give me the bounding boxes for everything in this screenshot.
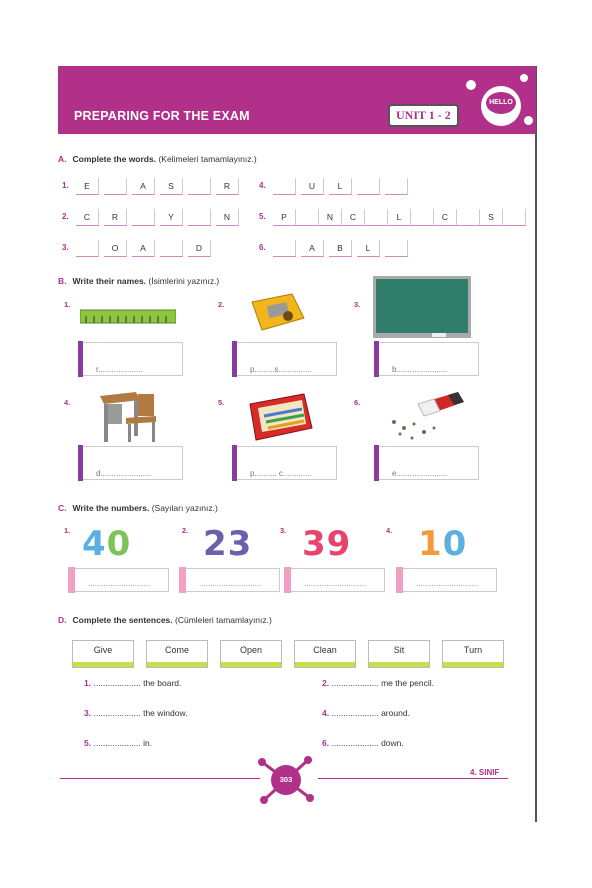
letter-box[interactable]: N — [216, 209, 239, 226]
letter-box[interactable]: R — [216, 178, 239, 195]
footer-divider — [60, 778, 260, 779]
letter-box[interactable]: Y — [160, 209, 183, 226]
letter-box[interactable]: S — [480, 209, 503, 226]
letter-box[interactable] — [188, 178, 211, 195]
letter-box[interactable] — [273, 240, 296, 257]
decor-dot — [466, 80, 476, 90]
letter-box[interactable]: C — [342, 209, 365, 226]
answer-line: p.........s............... — [250, 365, 312, 374]
item-number: 6. — [354, 398, 361, 407]
letter-box[interactable]: R — [104, 209, 127, 226]
letter-box[interactable]: L — [357, 240, 380, 257]
number-23: 23 — [203, 524, 253, 564]
answer-box[interactable] — [378, 342, 479, 376]
number-40: 40 — [82, 524, 132, 564]
answer-box[interactable] — [236, 446, 337, 480]
item-number: 3. — [354, 300, 361, 309]
word-card-clean[interactable]: Clean — [294, 640, 356, 668]
letter-box[interactable] — [132, 209, 155, 226]
letter-box[interactable]: A — [132, 178, 155, 195]
letter-box[interactable] — [411, 209, 434, 226]
item-number: 1. — [64, 526, 71, 535]
answer-box[interactable] — [82, 342, 183, 376]
sentence-5: 5. .................... in. — [84, 738, 153, 748]
sentence-6: 6. .................... down. — [322, 738, 404, 748]
desk-image — [96, 386, 160, 446]
page-title: PREPARING FOR THE EXAM — [74, 109, 250, 123]
answer-line: e....................... — [392, 469, 448, 478]
letter-box[interactable] — [273, 178, 296, 195]
letter-box[interactable]: L — [329, 178, 352, 195]
decor-dot — [524, 116, 533, 125]
word-card-come[interactable]: Come — [146, 640, 208, 668]
item-number: 5. — [218, 398, 225, 407]
item-number: 3. — [280, 526, 287, 535]
letter-box[interactable]: O — [104, 240, 127, 257]
answer-line: b....................... — [392, 365, 448, 374]
letter-box[interactable]: P — [273, 209, 296, 226]
ruler-image — [80, 308, 176, 326]
number-10: 10 — [418, 524, 468, 564]
answer-line: d....................... — [96, 469, 152, 478]
pencil-case-image — [248, 392, 314, 444]
letter-box[interactable] — [503, 209, 526, 226]
letter-box[interactable] — [296, 209, 319, 226]
sentence-2: 2. .................... me the pencil. — [322, 678, 434, 688]
letter-box[interactable]: A — [132, 240, 155, 257]
item-number: 2. — [218, 300, 225, 309]
word-card-open[interactable]: Open — [220, 640, 282, 668]
footer-divider — [318, 778, 508, 779]
letter-box[interactable] — [357, 178, 380, 195]
sharpener-image — [248, 292, 308, 334]
letter-box[interactable]: U — [301, 178, 324, 195]
letter-box[interactable] — [76, 240, 99, 257]
page-number: 303 — [271, 765, 301, 795]
letter-box[interactable]: L — [388, 209, 411, 226]
answer-box[interactable] — [236, 342, 337, 376]
letter-box[interactable]: A — [301, 240, 324, 257]
number-answer-box[interactable]: ............................ — [185, 568, 280, 592]
answer-line: p.......... c............. — [250, 469, 312, 478]
word-card-turn[interactable]: Turn — [442, 640, 504, 668]
item-number: 4. — [386, 526, 393, 535]
section-d-title: D. Complete the sentences. (Cümleleri tamamlayınız.) — [58, 615, 272, 625]
answer-box[interactable] — [378, 446, 479, 480]
hello-badge: HELLO — [486, 92, 516, 114]
sentence-4: 4. .................... around. — [322, 708, 410, 718]
board-image — [372, 275, 472, 341]
word-card-give[interactable]: Give — [72, 640, 134, 668]
letter-box[interactable] — [385, 240, 408, 257]
letter-box[interactable]: E — [76, 178, 99, 195]
letter-box[interactable] — [457, 209, 480, 226]
page-edge — [535, 66, 537, 822]
letter-box[interactable] — [160, 240, 183, 257]
number-answer-box[interactable]: ............................ — [402, 568, 497, 592]
decor-dot — [520, 74, 528, 82]
number-answer-box[interactable]: ............................ — [290, 568, 385, 592]
letter-box[interactable] — [365, 209, 388, 226]
letter-box[interactable]: C — [76, 209, 99, 226]
number-39: 39 — [302, 524, 352, 564]
answer-line: r.................... — [96, 365, 143, 374]
letter-box[interactable]: D — [188, 240, 211, 257]
letter-box[interactable]: S — [160, 178, 183, 195]
grade-label: 4. SINIF — [470, 768, 500, 777]
item-number: 4. — [64, 398, 71, 407]
header-banner — [58, 66, 536, 134]
word-card-sit[interactable]: Sit — [368, 640, 430, 668]
section-a-title: A. Complete the words. (Kelimeleri tamamlayınız.) — [58, 154, 257, 164]
letter-box[interactable] — [385, 178, 408, 195]
letter-box[interactable] — [188, 209, 211, 226]
letter-box[interactable]: N — [319, 209, 342, 226]
answer-box[interactable] — [82, 446, 183, 480]
letter-box[interactable]: C — [434, 209, 457, 226]
letter-box[interactable] — [104, 178, 127, 195]
sentence-1: 1. .................... the board. — [84, 678, 182, 688]
section-c-title: C. Write the numbers. (Sayıları yazınız.) — [58, 503, 218, 513]
eraser-image — [384, 388, 468, 446]
number-answer-box[interactable]: ............................ — [74, 568, 169, 592]
item-number: 2. — [182, 526, 189, 535]
letter-box[interactable]: B — [329, 240, 352, 257]
section-b-title: B. Write their names. (İsimlerini yazınız.) — [58, 276, 220, 286]
unit-badge: UNIT 1 - 2 — [388, 104, 459, 127]
item-number: 1. — [64, 300, 71, 309]
sentence-3: 3. .................... the window. — [84, 708, 188, 718]
